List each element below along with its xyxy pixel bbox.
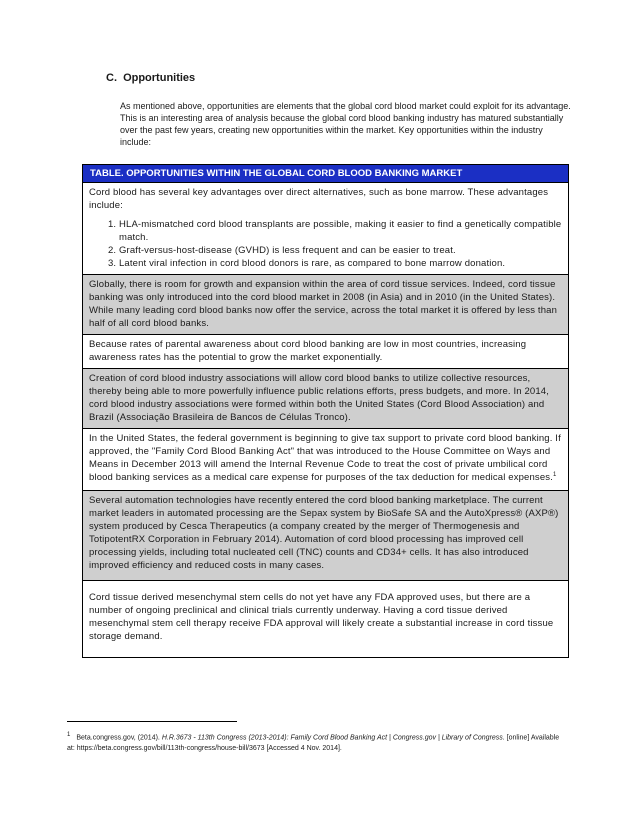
table-row-mesenchymal-stem-cells — [83, 581, 568, 657]
footnote-source: [online] Available at: https://beta.congress.gov/bill/113th-congress/house-bill/3673 [Accessed 4 Nov. 2014]. — [67, 734, 560, 753]
row-text — [89, 432, 562, 484]
table-row-automation — [83, 491, 568, 581]
list-item: 2. Graft-versus-host-disease (GVHD) is less frequent and can be easier to treat. — [119, 244, 562, 257]
row-text: Cord tissue derived mesenchymal stem cells do not yet have any FDA approved uses, but there are a number of ongoing preclinical and clinical trials currently underway. Having a cord tissue derived mesenchymal stem cell therapy receive FDA approval will likely create a substantial increase in cord tissue storage demand. — [89, 592, 554, 642]
table-header: TABLE. OPPORTUNITIES WITHIN THE GLOBAL CORD BLOOD BANKING MARKET — [83, 165, 568, 183]
table-row-parental-awareness — [83, 335, 568, 369]
footnote-mark: 1 — [67, 732, 71, 738]
row-text: Globally, there is room for growth and expansion within the area of cord tissue services. Indeed, cord tissue banking was only introduced into the cord blood market in 2008 (in Asia) and in 2010 (in the United States). While many leading cord blood banks now offer the service, across the total market it is offered by less than half of all cord blood banks. — [89, 279, 558, 329]
list-item: 1. HLA-mismatched cord blood transplants are possible, making it easier to find a genetically compatible match. — [119, 218, 562, 244]
section-letter: C. — [106, 72, 117, 84]
opportunities-table — [82, 164, 569, 658]
footnote — [67, 730, 567, 754]
footnote-title: H.R.3673 - 113th Congress (2013-2014): Family Cord Blood Banking Act | Congress.gov | Library of Congress. — [161, 734, 505, 742]
section-heading — [106, 72, 195, 84]
table-row-industry-associations — [83, 369, 568, 429]
table-row-tax-support — [83, 429, 568, 491]
footnote-reference: 1 — [552, 471, 557, 478]
advantages-intro: Cord blood has several key advantages over direct alternatives, such as bone marrow. These advantages include: — [89, 187, 549, 211]
row-text: Creation of cord blood industry associations will allow cord blood banks to utilize collective resources, thereby being able to more powerfully influence public relations efforts, press budgets, and more. In 2014, cord blood industry associations were formed within both the United States (Cord Blood Association) and Brazil (Associação Brasileira de Bancos de Células Tronco). — [89, 373, 549, 423]
row-text: Several automation technologies have recently entered the cord blood banking marketplace. The current market leaders in automated processing are the Sepax system by BioSafe SA and the AutoXpress® (AXP®) system produced by Cesca Therapeutics (a company created by the merger of Thermogenesis and TotipotentRX Corporation in February 2014). Automation of cord blood processing has improved cell processing yields, including total nucleated cell (TNC) counts and CD34+ cells. It has also introduced improved efficiency and reduced costs in many cases. — [89, 495, 559, 571]
footnote-divider — [67, 721, 237, 722]
footnote-text: Beta.congress.gov, (2014). — [76, 734, 162, 742]
row-text-body: In the United States, the federal government is beginning to give tax support to private cord blood banking. If approved, the "Family Cord Blood Banking Act" that was introduced to the House Committee on Ways and Means in December 2013 will amend the Internal Revenue Code to treat the cost of private umbilical cord blood banking services as a medical care expense for purposes of the tax deduction for medical expenses. — [89, 433, 561, 483]
advantages-list — [89, 218, 562, 270]
intro-paragraph: As mentioned above, opportunities are elements that the global cord blood market could exploit for its advantage. This is an interesting area of analysis because the global cord blood banking industry has matured substantially over the past few years, creating new opportunities within the market. Key opportunities within the industry include: — [120, 101, 571, 147]
table-row-advantages — [83, 183, 568, 275]
row-text: Because rates of parental awareness about cord blood banking are low in most countries, increasing awareness rates has the potential to grow the market exponentially. — [89, 339, 527, 363]
section-title: Opportunities — [123, 72, 196, 84]
table-row-cord-tissue-services — [83, 275, 568, 335]
list-item: 3. Latent viral infection in cord blood donors is rare, as compared to bone marrow donation. — [119, 257, 562, 270]
